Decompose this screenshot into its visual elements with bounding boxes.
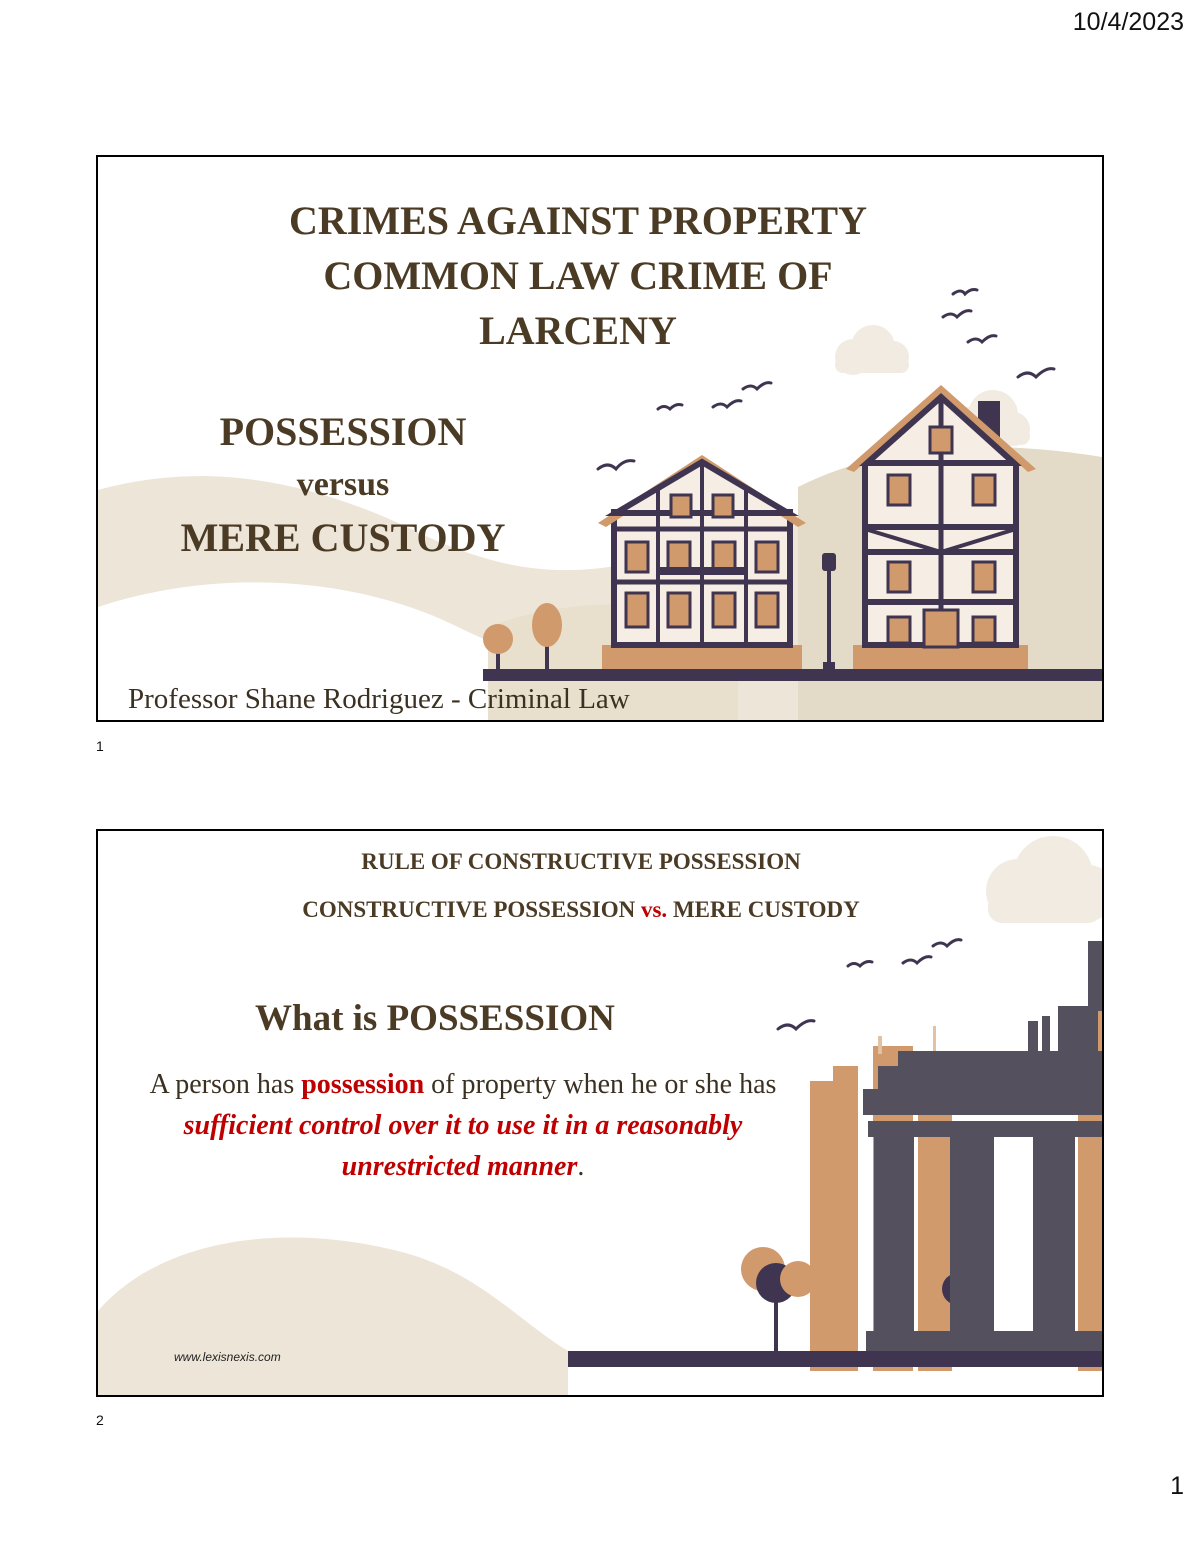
- heading-part: MERE CUSTODY: [672, 897, 860, 922]
- text-run: of property when he or she has: [431, 1069, 777, 1100]
- emphasis-control: sufficient control over it to use it in a reasonably unrestricted manner: [183, 1110, 743, 1182]
- slide-subtitle: [138, 407, 548, 563]
- definition-text: [138, 1064, 788, 1187]
- slide-heading-rule: RULE OF CONSTRUCTIVE POSSESSION: [361, 849, 801, 874]
- heading-part: CONSTRUCTIVE POSSESSION: [302, 897, 636, 922]
- slide-1: [96, 155, 1104, 722]
- text-run: A person has: [149, 1069, 295, 1100]
- question-heading: What is POSSESSION: [255, 998, 615, 1039]
- slide-number: 1: [96, 738, 104, 754]
- title-line: LARCENY: [479, 308, 677, 353]
- title-line: COMMON LAW CRIME OF: [323, 253, 833, 298]
- emphasis-possession: possession: [301, 1069, 425, 1100]
- title-line: CRIMES AGAINST PROPERTY: [289, 198, 867, 243]
- slide-2: [96, 829, 1104, 1397]
- subtitle-versus: versus: [296, 466, 390, 503]
- subtitle-possession: POSSESSION: [219, 409, 467, 454]
- website-link[interactable]: www.lexisnexis.com: [174, 1350, 281, 1364]
- slide-title: [208, 193, 948, 358]
- text-run: .: [577, 1151, 585, 1182]
- slide-number: 2: [96, 1412, 104, 1428]
- page-number: 1: [1170, 1472, 1184, 1500]
- slide-footer: Professor Shane Rodriguez - Criminal Law: [128, 683, 630, 715]
- slide-heading-comparison: [98, 897, 1064, 923]
- subtitle-mere-custody: MERE CUSTODY: [180, 515, 506, 560]
- page-date: 10/4/2023: [1072, 8, 1184, 36]
- heading-vs: vs.: [640, 897, 668, 922]
